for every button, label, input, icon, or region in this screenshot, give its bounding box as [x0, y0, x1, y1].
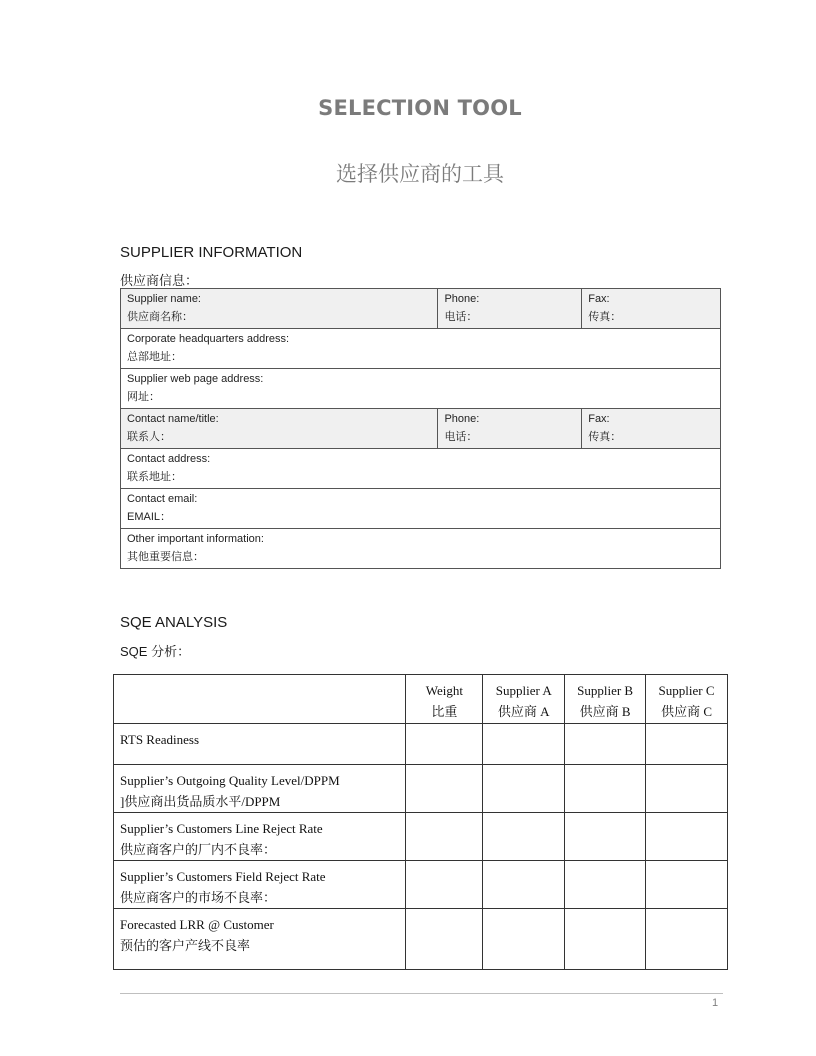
supplier-a-score-cell[interactable]	[483, 861, 565, 909]
table-row	[114, 813, 728, 861]
supplier-b-score-cell[interactable]	[565, 861, 646, 909]
table-header-row	[114, 675, 728, 724]
criterion-label-zh: 供应商客户的厂内不良率：	[120, 842, 277, 857]
table-row	[114, 861, 728, 909]
criterion-cell	[114, 813, 406, 861]
supplier-c-score-cell[interactable]	[646, 813, 728, 861]
column-header-label-zh: 供应商 C	[661, 704, 712, 719]
field-label-zh: 总部地址：	[127, 351, 182, 363]
table-row	[121, 529, 721, 569]
field-label: Corporate headquarters address:	[127, 333, 290, 345]
field-label-zh: 网址：	[127, 391, 160, 403]
column-header-label: Weight	[425, 683, 463, 698]
footer-divider	[120, 993, 723, 994]
supplier-c-score-cell[interactable]	[646, 909, 728, 970]
supplier-a-score-cell[interactable]	[483, 724, 565, 765]
criteria-column-header	[114, 675, 406, 724]
criterion-label-zh: ]供应商出货品质水平/DPPM	[120, 794, 281, 809]
sqe-analysis-heading: SQE ANALYSIS	[120, 614, 228, 631]
document-title: SELECTION TOOL	[318, 96, 522, 120]
supplier-b-score-cell[interactable]	[565, 724, 646, 765]
field-label-zh: 联系人：	[127, 431, 171, 443]
field-label: Contact address:	[127, 453, 211, 465]
field-label: Fax:	[588, 413, 610, 425]
field-label-zh: 电话：	[444, 311, 478, 323]
table-row	[121, 489, 721, 529]
page-number: 1	[712, 997, 719, 1009]
field-label-zh: 其他重要信息：	[127, 551, 204, 563]
sqe-analysis-subheading: SQE 分析：	[120, 644, 191, 659]
field-label-zh: EMAIL：	[127, 511, 172, 523]
field-label: Supplier web page address:	[127, 373, 264, 385]
field-label: Contact email:	[127, 493, 198, 505]
table-row	[114, 909, 728, 970]
table-row	[114, 765, 728, 813]
supplier-a-column-header	[483, 675, 565, 724]
field-label-zh: 供应商名称：	[127, 311, 193, 323]
supplier-info-table	[120, 288, 721, 569]
sqe-analysis-table	[113, 674, 728, 970]
field-label: Phone:	[444, 293, 480, 305]
contact-phone-field[interactable]	[438, 409, 582, 449]
field-label-zh: 电话：	[444, 431, 478, 443]
web-page-address-field[interactable]	[121, 369, 721, 409]
weight-cell[interactable]	[406, 724, 483, 765]
column-header-label: Supplier C	[658, 683, 715, 698]
field-label-zh: 传真：	[588, 311, 622, 323]
table-row	[114, 724, 728, 765]
supplier-b-score-cell[interactable]	[565, 909, 646, 970]
criterion-label: RTS Readiness	[120, 732, 200, 747]
criterion-cell	[114, 724, 406, 765]
table-row	[121, 289, 721, 329]
criterion-label-zh: 供应商客户的市场不良率：	[120, 890, 277, 905]
supplier-c-score-cell[interactable]	[646, 765, 728, 813]
column-header-label-zh: 供应商 A	[497, 704, 550, 719]
field-label: Supplier name:	[127, 293, 201, 305]
field-label-zh: 传真：	[588, 431, 622, 443]
weight-cell[interactable]	[406, 813, 483, 861]
field-label: Phone:	[444, 413, 480, 425]
supplier-b-score-cell[interactable]	[565, 765, 646, 813]
criterion-label-zh: 预估的客户产线不良率	[120, 938, 251, 953]
column-header-label: Supplier A	[495, 683, 552, 698]
criterion-label: Supplier’s Customers Field Reject Rate	[120, 869, 326, 884]
criterion-label: Supplier’s Outgoing Quality Level/DPPM	[120, 773, 340, 788]
field-label: Other important information:	[127, 533, 264, 545]
criterion-cell	[114, 861, 406, 909]
criterion-cell	[114, 909, 406, 970]
supplier-a-score-cell[interactable]	[483, 765, 565, 813]
headquarters-address-field[interactable]	[121, 329, 721, 369]
contact-email-field[interactable]	[121, 489, 721, 529]
supplier-b-column-header	[565, 675, 646, 724]
column-header-label-zh: 供应商 B	[579, 704, 631, 719]
table-row	[121, 409, 721, 449]
table-row	[121, 449, 721, 489]
criterion-cell	[114, 765, 406, 813]
weight-cell[interactable]	[406, 765, 483, 813]
supplier-c-score-cell[interactable]	[646, 861, 728, 909]
column-header-label: Supplier B	[577, 683, 634, 698]
weight-cell[interactable]	[406, 861, 483, 909]
field-label-zh: 联系地址：	[127, 471, 182, 483]
document-subtitle: 选择供应商的工具	[336, 162, 504, 186]
criterion-label: Forecasted LRR @ Customer	[120, 917, 274, 932]
supplier-a-score-cell[interactable]	[483, 909, 565, 970]
contact-address-field[interactable]	[121, 449, 721, 489]
weight-column-header	[406, 675, 483, 724]
supplier-c-score-cell[interactable]	[646, 724, 728, 765]
column-header-label-zh: 比重	[431, 704, 458, 719]
supplier-info-subheading: 供应商信息：	[120, 273, 199, 288]
table-row	[121, 329, 721, 369]
field-label: Fax:	[588, 293, 610, 305]
criterion-label: Supplier’s Customers Line Reject Rate	[120, 821, 323, 836]
supplier-phone-field[interactable]	[438, 289, 582, 329]
supplier-a-score-cell[interactable]	[483, 813, 565, 861]
supplier-b-score-cell[interactable]	[565, 813, 646, 861]
supplier-c-column-header	[646, 675, 728, 724]
field-label: Contact name/title:	[127, 413, 219, 425]
contact-fax-field[interactable]	[582, 409, 721, 449]
supplier-info-heading: SUPPLIER INFORMATION	[120, 244, 303, 261]
contact-name-field[interactable]	[121, 409, 438, 449]
supplier-fax-field[interactable]	[582, 289, 721, 329]
supplier-name-field[interactable]	[121, 289, 438, 329]
table-row	[121, 369, 721, 409]
weight-cell[interactable]	[406, 909, 483, 970]
other-information-field[interactable]	[121, 529, 721, 569]
